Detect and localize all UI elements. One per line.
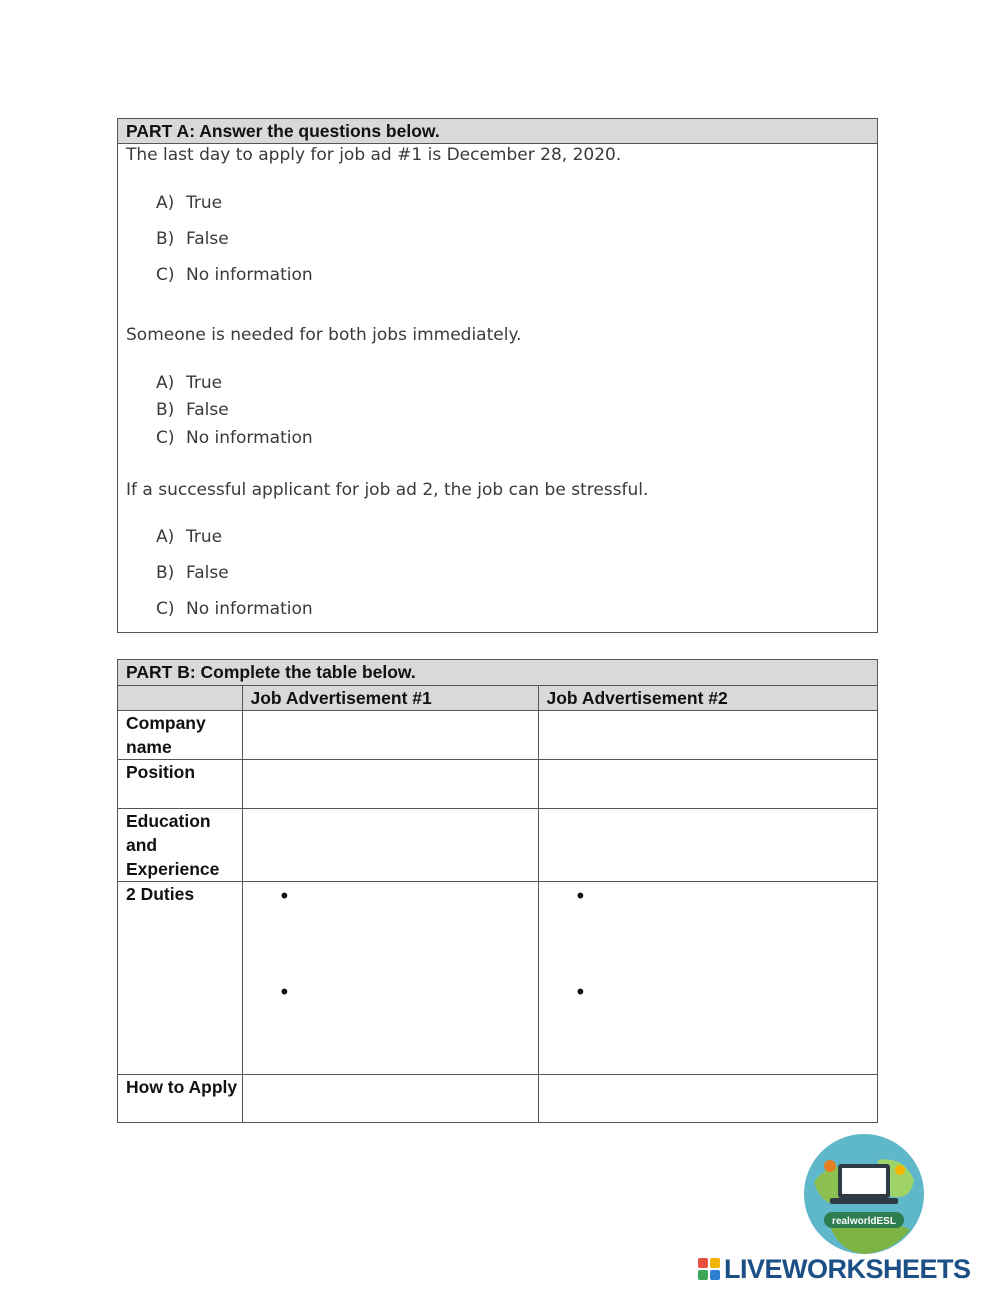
cell-position-ad1[interactable] [242, 759, 538, 808]
option-2a[interactable]: A) True [156, 373, 223, 393]
option-3b[interactable]: B) False [156, 563, 229, 583]
cell-company-ad1[interactable] [242, 710, 538, 759]
part-b-box [117, 659, 878, 1123]
header-job-ad-2: Job Advertisement #2 [538, 685, 877, 710]
realworldesl-logo-icon [800, 1130, 928, 1258]
option-1a[interactable]: A) True [156, 193, 223, 213]
cell-duties-ad2[interactable] [538, 881, 877, 1074]
row-label-company: Company name [118, 710, 242, 759]
option-2c[interactable]: C) No information [156, 428, 313, 448]
cell-education-ad2[interactable] [538, 808, 877, 881]
part-a-title: PART A: Answer the questions below. [118, 119, 877, 144]
duty-bullet-2: • [278, 979, 291, 1004]
row-label-how-to-apply: How to Apply [118, 1074, 242, 1122]
part-a-box [117, 118, 878, 633]
option-3c[interactable]: C) No information [156, 599, 313, 619]
duty-bullet-3: • [574, 883, 587, 908]
cell-education-ad1[interactable] [242, 808, 538, 881]
duty-bullet-4: • [574, 979, 587, 1004]
row-label-position: Position [118, 759, 242, 808]
option-1b[interactable]: B) False [156, 229, 229, 249]
job-comparison-table [118, 660, 877, 1122]
question-1: The last day to apply for job ad #1 is December 28, 2020. [126, 145, 622, 165]
option-2b[interactable]: B) False [156, 400, 229, 420]
duty-bullet-1: • [278, 883, 291, 908]
liveworksheets-brand [698, 1254, 971, 1284]
logo-text: realworldESL [832, 1216, 896, 1227]
option-1c[interactable]: C) No information [156, 265, 313, 285]
cell-position-ad2[interactable] [538, 759, 877, 808]
header-job-ad-1: Job Advertisement #1 [242, 685, 538, 710]
question-3: If a successful applicant for job ad 2, the job can be stressful. [126, 480, 649, 500]
cell-duties-ad1[interactable] [242, 881, 538, 1074]
option-3a[interactable]: A) True [156, 527, 223, 547]
cell-company-ad2[interactable] [538, 710, 877, 759]
row-label-duties: 2 Duties [118, 881, 242, 1074]
cell-apply-ad1[interactable] [242, 1074, 538, 1122]
cell-apply-ad2[interactable] [538, 1074, 877, 1122]
header-blank [118, 685, 242, 710]
question-2: Someone is needed for both jobs immediately. [126, 325, 522, 345]
part-b-title: PART B: Complete the table below. [118, 660, 877, 685]
liveworksheets-text: LIVEWORKSHEETS [724, 1253, 971, 1284]
liveworksheets-icon [698, 1258, 720, 1280]
row-label-education: Education and Experience [118, 808, 242, 881]
